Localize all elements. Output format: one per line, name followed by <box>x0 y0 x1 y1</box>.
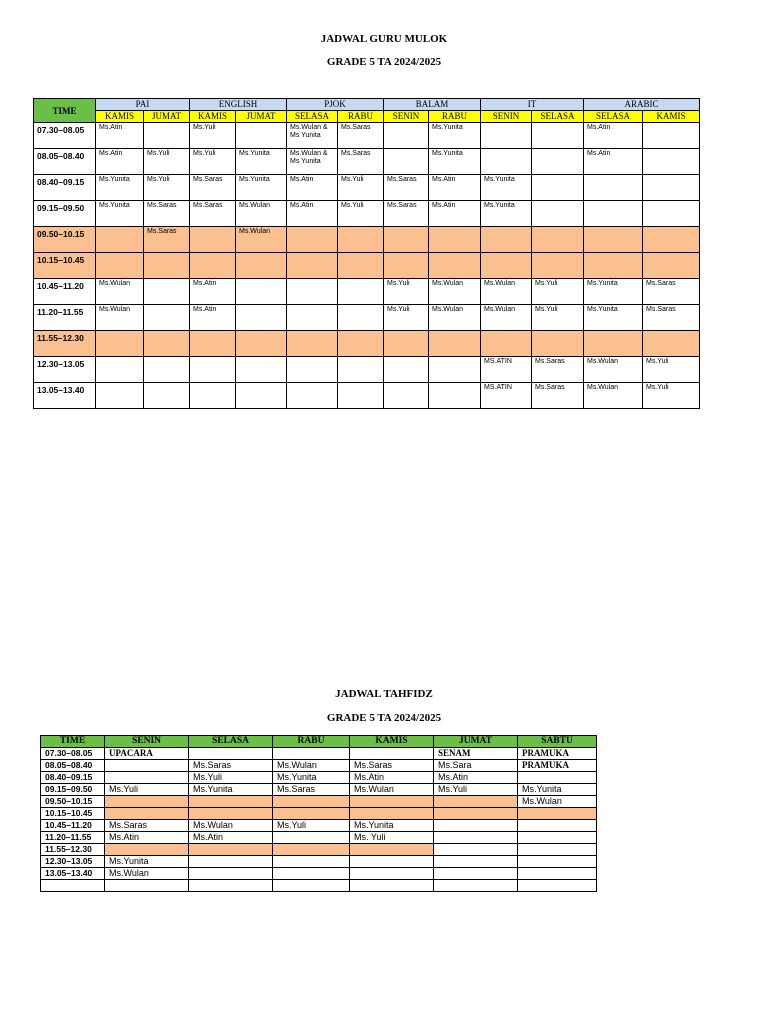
table-row <box>41 784 597 796</box>
teacher-cell <box>434 832 518 844</box>
teacher-cell <box>105 808 189 820</box>
schedule-subtitle-2: GRADE 5 TA 2024/2025 <box>326 712 442 724</box>
teacher-cell <box>144 331 190 357</box>
teacher-cell <box>190 383 236 409</box>
teacher-cell: Ms.Wulan & Ms Yunita <box>287 123 338 149</box>
teacher-cell <box>384 331 429 357</box>
teacher-cell <box>96 383 144 409</box>
teacher-cell: Ms.Yunita <box>96 175 144 201</box>
teacher-cell: Ms.Yunita <box>429 123 481 149</box>
column-header: JUMAT <box>434 736 518 748</box>
teacher-cell <box>434 796 518 808</box>
teacher-cell <box>518 808 597 820</box>
teacher-cell <box>190 227 236 253</box>
teacher-cell: UPACARA <box>105 748 189 760</box>
teacher-cell <box>532 123 584 149</box>
teacher-cell <box>273 880 350 892</box>
teacher-cell <box>189 844 273 856</box>
table-row <box>34 253 700 279</box>
teacher-cell: Ms.Yuli <box>190 149 236 175</box>
teacher-cell <box>384 253 429 279</box>
table-row <box>34 305 700 331</box>
teacher-cell <box>96 227 144 253</box>
teacher-cell: Ms.Yunita <box>481 201 532 227</box>
teacher-cell <box>189 880 273 892</box>
time-cell: 12.30–13.05 <box>41 856 105 868</box>
teacher-cell: Ms.Saras <box>190 175 236 201</box>
teacher-cell: Ms.Yuli <box>189 772 273 784</box>
teacher-cell: Ms.Saras <box>105 820 189 832</box>
teacher-cell <box>96 253 144 279</box>
teacher-cell: Ms.Yunita <box>189 784 273 796</box>
table-row <box>41 796 597 808</box>
teacher-cell: PRAMUKA <box>518 760 597 772</box>
subject-header-row <box>34 99 700 111</box>
teacher-cell <box>518 856 597 868</box>
teacher-cell: Ms.Saras <box>532 357 584 383</box>
teacher-cell <box>350 868 434 880</box>
teacher-cell <box>287 331 338 357</box>
teacher-cell: Ms.Yunita <box>350 820 434 832</box>
teacher-cell: Ms.Yuli <box>384 305 429 331</box>
teacher-cell <box>518 820 597 832</box>
teacher-cell: Ms.Yuli <box>190 123 236 149</box>
time-cell: 11.55–12.30 <box>41 844 105 856</box>
teacher-cell <box>189 748 273 760</box>
schedule-title-1: JADWAL GURU MULOK <box>320 33 448 45</box>
teacher-cell: Ms.Saras <box>384 175 429 201</box>
teacher-cell: Ms.Yunita <box>584 279 643 305</box>
teacher-cell <box>338 305 384 331</box>
teacher-cell: Ms.Yuli <box>643 357 700 383</box>
teacher-cell: Ms.Yuli <box>532 305 584 331</box>
table-row <box>34 357 700 383</box>
teacher-cell: Ms.Saras <box>338 149 384 175</box>
subject-header: ARABIC <box>584 99 700 111</box>
teacher-cell: Ms.Yuli <box>338 175 384 201</box>
teacher-cell: Ms.Wulan <box>96 305 144 331</box>
teacher-cell: Ms.Saras <box>144 227 190 253</box>
teacher-cell <box>338 357 384 383</box>
time-cell: 11.20–11.55 <box>41 832 105 844</box>
teacher-cell <box>643 227 700 253</box>
teacher-cell <box>481 331 532 357</box>
teacher-cell <box>273 808 350 820</box>
teacher-cell <box>532 175 584 201</box>
teacher-cell <box>584 253 643 279</box>
day-header: KAMIS <box>643 111 700 123</box>
teacher-cell <box>105 844 189 856</box>
teacher-cell: Ms.Saras <box>190 201 236 227</box>
teacher-cell: Ms.Saras <box>643 305 700 331</box>
day-header: SELASA <box>532 111 584 123</box>
teacher-cell: MS.ATIN <box>481 383 532 409</box>
column-header: RABU <box>273 736 350 748</box>
column-header: SELASA <box>189 736 273 748</box>
subject-header: ENGLISH <box>190 99 287 111</box>
teacher-cell: Ms.Sara <box>434 760 518 772</box>
header-row <box>41 736 597 748</box>
teacher-cell <box>189 796 273 808</box>
teacher-cell: Ms.Wulan <box>584 383 643 409</box>
teacher-cell <box>643 123 700 149</box>
teacher-cell <box>518 772 597 784</box>
teacher-cell: Ms.Yunita <box>105 856 189 868</box>
teacher-cell <box>338 383 384 409</box>
table-row <box>34 383 700 409</box>
time-cell: 11.55–12.30 <box>34 331 96 357</box>
teacher-cell <box>350 808 434 820</box>
teacher-cell: Ms.Yuli <box>144 175 190 201</box>
teacher-cell <box>434 820 518 832</box>
time-cell: 09.15–09.50 <box>34 201 96 227</box>
teacher-cell: Ms.Wulan & Ms Yunita <box>287 149 338 175</box>
teacher-cell <box>434 868 518 880</box>
day-header: KAMIS <box>190 111 236 123</box>
day-header: RABU <box>429 111 481 123</box>
teacher-cell: Ms.Saras <box>144 201 190 227</box>
teacher-cell <box>338 279 384 305</box>
teacher-cell <box>105 796 189 808</box>
teacher-cell <box>481 123 532 149</box>
teacher-cell: Ms.Saras <box>350 760 434 772</box>
teacher-cell <box>434 856 518 868</box>
table-row <box>34 123 700 149</box>
teacher-cell <box>96 357 144 383</box>
teacher-cell <box>190 357 236 383</box>
teacher-cell <box>144 123 190 149</box>
subject-header: BALAM <box>384 99 481 111</box>
teacher-cell: Ms.Yunita <box>236 175 287 201</box>
teacher-cell <box>350 844 434 856</box>
teacher-cell: Ms.Atin <box>189 832 273 844</box>
teacher-cell: Ms.Wulan <box>105 868 189 880</box>
time-cell: 09.50–10.15 <box>41 796 105 808</box>
time-cell: 13.05–13.40 <box>34 383 96 409</box>
table-row <box>34 201 700 227</box>
teacher-cell <box>429 227 481 253</box>
teacher-cell <box>236 279 287 305</box>
teacher-cell: Ms.Saras <box>338 123 384 149</box>
teacher-cell: SENAM <box>434 748 518 760</box>
day-header: JUMAT <box>236 111 287 123</box>
table-row <box>34 279 700 305</box>
teacher-cell: Ms.Yuli <box>434 784 518 796</box>
teacher-cell <box>338 253 384 279</box>
teacher-cell: Ms.Saras <box>273 784 350 796</box>
teacher-cell <box>190 331 236 357</box>
time-header: TIME <box>34 99 96 123</box>
teacher-cell: Ms.Yuli <box>384 279 429 305</box>
teacher-cell <box>350 880 434 892</box>
teacher-cell: Ms.Wulan <box>96 279 144 305</box>
table-row <box>34 331 700 357</box>
teacher-cell <box>518 832 597 844</box>
table-row <box>34 149 700 175</box>
table-row <box>34 175 700 201</box>
time-cell: 12.30–13.05 <box>34 357 96 383</box>
teacher-cell <box>287 305 338 331</box>
day-header: SELASA <box>287 111 338 123</box>
teacher-cell <box>429 253 481 279</box>
table-row <box>41 772 597 784</box>
subject-header: PJOK <box>287 99 384 111</box>
teacher-cell: Ms.Atin <box>429 175 481 201</box>
day-header: SENIN <box>481 111 532 123</box>
teacher-cell <box>189 868 273 880</box>
teacher-cell <box>643 175 700 201</box>
teacher-cell <box>584 331 643 357</box>
teacher-cell <box>236 357 287 383</box>
time-cell: 08.05–08.40 <box>34 149 96 175</box>
day-header: SELASA <box>584 111 643 123</box>
teacher-cell <box>532 331 584 357</box>
teacher-cell <box>643 331 700 357</box>
teacher-cell <box>384 383 429 409</box>
teacher-cell: PRAMUKA <box>518 748 597 760</box>
teacher-cell: Ms.Atin <box>350 772 434 784</box>
day-header-row <box>34 111 700 123</box>
teacher-cell <box>481 149 532 175</box>
teacher-cell: Ms.Yunita <box>429 149 481 175</box>
teacher-cell <box>350 748 434 760</box>
teacher-cell: Ms.Wulan <box>236 201 287 227</box>
teacher-cell: Ms.Yunita <box>273 772 350 784</box>
teacher-cell: Ms.Yunita <box>481 175 532 201</box>
schedule-subtitle-1: GRADE 5 TA 2024/2025 <box>326 56 442 68</box>
teacher-cell: Ms. Yuli <box>350 832 434 844</box>
table-row <box>41 856 597 868</box>
day-header: RABU <box>338 111 384 123</box>
teacher-cell: Ms.Yuli <box>105 784 189 796</box>
teacher-cell <box>350 856 434 868</box>
teacher-cell <box>481 253 532 279</box>
teacher-cell <box>287 253 338 279</box>
teacher-cell <box>144 383 190 409</box>
teacher-cell <box>518 868 597 880</box>
teacher-cell <box>144 279 190 305</box>
teacher-cell <box>273 748 350 760</box>
day-header: JUMAT <box>144 111 190 123</box>
teacher-cell <box>584 227 643 253</box>
teacher-cell: Ms.Saras <box>189 760 273 772</box>
teacher-cell <box>287 357 338 383</box>
teacher-cell: Ms.Saras <box>532 383 584 409</box>
time-cell: 08.40–09.15 <box>41 772 105 784</box>
teacher-cell <box>236 253 287 279</box>
teacher-cell <box>643 149 700 175</box>
teacher-cell: Ms.Atin <box>96 149 144 175</box>
table-row <box>41 748 597 760</box>
teacher-cell <box>236 123 287 149</box>
teacher-cell: Ms.Atin <box>287 201 338 227</box>
teacher-cell <box>144 305 190 331</box>
teacher-cell: Ms.Atin <box>96 123 144 149</box>
teacher-cell <box>434 808 518 820</box>
time-cell: 08.40–09.15 <box>34 175 96 201</box>
column-header: SABTU <box>518 736 597 748</box>
teacher-cell: Ms.Wulan <box>236 227 287 253</box>
day-header: KAMIS <box>96 111 144 123</box>
teacher-cell <box>518 880 597 892</box>
teacher-cell <box>287 279 338 305</box>
teacher-cell: Ms.Yuli <box>144 149 190 175</box>
teacher-cell <box>144 357 190 383</box>
teacher-cell <box>273 796 350 808</box>
teacher-cell: Ms.Yunita <box>236 149 287 175</box>
teacher-cell <box>384 149 429 175</box>
teacher-cell <box>96 331 144 357</box>
teacher-cell <box>518 844 597 856</box>
teacher-cell <box>189 808 273 820</box>
teacher-cell: Ms.Yuli <box>532 279 584 305</box>
teacher-cell: Ms.Atin <box>190 279 236 305</box>
teacher-cell: Ms.Yuli <box>273 820 350 832</box>
teacher-cell: Ms.Yunita <box>96 201 144 227</box>
teacher-cell <box>350 796 434 808</box>
teacher-cell <box>105 880 189 892</box>
teacher-cell <box>434 844 518 856</box>
table-row <box>41 760 597 772</box>
teacher-cell <box>287 227 338 253</box>
guru-mulok-table <box>33 98 700 409</box>
teacher-cell <box>105 760 189 772</box>
teacher-cell <box>429 331 481 357</box>
time-cell: 09.50–10.15 <box>34 227 96 253</box>
day-header: SENIN <box>384 111 429 123</box>
teacher-cell <box>434 880 518 892</box>
teacher-cell <box>643 201 700 227</box>
teacher-cell <box>105 772 189 784</box>
teacher-cell: Ms.Wulan <box>189 820 273 832</box>
time-cell: 09.15–09.50 <box>41 784 105 796</box>
teacher-cell <box>643 253 700 279</box>
teacher-cell <box>273 856 350 868</box>
time-cell: 10.15–10.45 <box>34 253 96 279</box>
time-cell: 08.05–08.40 <box>41 760 105 772</box>
teacher-cell: Ms.Saras <box>384 201 429 227</box>
teacher-cell <box>384 357 429 383</box>
time-cell: 07.30–08.05 <box>41 748 105 760</box>
teacher-cell: Ms.Wulan <box>584 357 643 383</box>
teacher-cell: Ms.Wulan <box>350 784 434 796</box>
teacher-cell: Ms.Yuli <box>643 383 700 409</box>
column-header: KAMIS <box>350 736 434 748</box>
teacher-cell <box>584 201 643 227</box>
teacher-cell <box>338 331 384 357</box>
teacher-cell <box>273 832 350 844</box>
teacher-cell: Ms.Atin <box>584 149 643 175</box>
teacher-cell <box>236 305 287 331</box>
time-cell: 11.20–11.55 <box>34 305 96 331</box>
teacher-cell <box>236 383 287 409</box>
teacher-cell <box>273 868 350 880</box>
schedule-title-2: JADWAL TAHFIDZ <box>335 688 433 700</box>
tahfidz-table <box>40 735 597 892</box>
teacher-cell <box>532 149 584 175</box>
teacher-cell: Ms.Atin <box>434 772 518 784</box>
teacher-cell <box>144 253 190 279</box>
table-row <box>41 868 597 880</box>
teacher-cell <box>532 201 584 227</box>
subject-header: PAI <box>96 99 190 111</box>
teacher-cell: Ms.Saras <box>643 279 700 305</box>
time-cell: 07.30–08.05 <box>34 123 96 149</box>
table-row <box>34 227 700 253</box>
teacher-cell <box>481 227 532 253</box>
teacher-cell <box>584 175 643 201</box>
column-header: SENIN <box>105 736 189 748</box>
time-cell: 10.45–11.20 <box>41 820 105 832</box>
teacher-cell: Ms.Atin <box>190 305 236 331</box>
table-row <box>41 820 597 832</box>
teacher-cell: Ms.Atin <box>584 123 643 149</box>
time-cell: 10.15–10.45 <box>41 808 105 820</box>
teacher-cell: Ms.Wulan <box>518 796 597 808</box>
teacher-cell: Ms.Yunita <box>584 305 643 331</box>
teacher-cell: Ms.Yuli <box>338 201 384 227</box>
table-row <box>41 832 597 844</box>
time-cell: 10.45–11.20 <box>34 279 96 305</box>
teacher-cell: Ms.Atin <box>287 175 338 201</box>
time-cell <box>41 880 105 892</box>
teacher-cell <box>532 227 584 253</box>
table-row <box>41 844 597 856</box>
column-header: TIME <box>41 736 105 748</box>
teacher-cell <box>236 331 287 357</box>
table-row <box>41 808 597 820</box>
teacher-cell <box>384 123 429 149</box>
teacher-cell: Ms.Wulan <box>273 760 350 772</box>
teacher-cell: MS.ATIN <box>481 357 532 383</box>
teacher-cell: Ms.Wulan <box>429 305 481 331</box>
teacher-cell <box>429 383 481 409</box>
teacher-cell: Ms.Wulan <box>481 279 532 305</box>
subject-header: IT <box>481 99 584 111</box>
teacher-cell: Ms.Yunita <box>518 784 597 796</box>
teacher-cell <box>273 844 350 856</box>
teacher-cell <box>429 357 481 383</box>
teacher-cell: Ms.Wulan <box>481 305 532 331</box>
teacher-cell <box>190 253 236 279</box>
teacher-cell <box>532 253 584 279</box>
table-row <box>41 880 597 892</box>
teacher-cell: Ms.Atin <box>429 201 481 227</box>
teacher-cell: Ms.Atin <box>105 832 189 844</box>
teacher-cell <box>287 383 338 409</box>
teacher-cell <box>189 856 273 868</box>
teacher-cell <box>338 227 384 253</box>
time-cell: 13.05–13.40 <box>41 868 105 880</box>
teacher-cell: Ms.Wulan <box>429 279 481 305</box>
teacher-cell <box>384 227 429 253</box>
